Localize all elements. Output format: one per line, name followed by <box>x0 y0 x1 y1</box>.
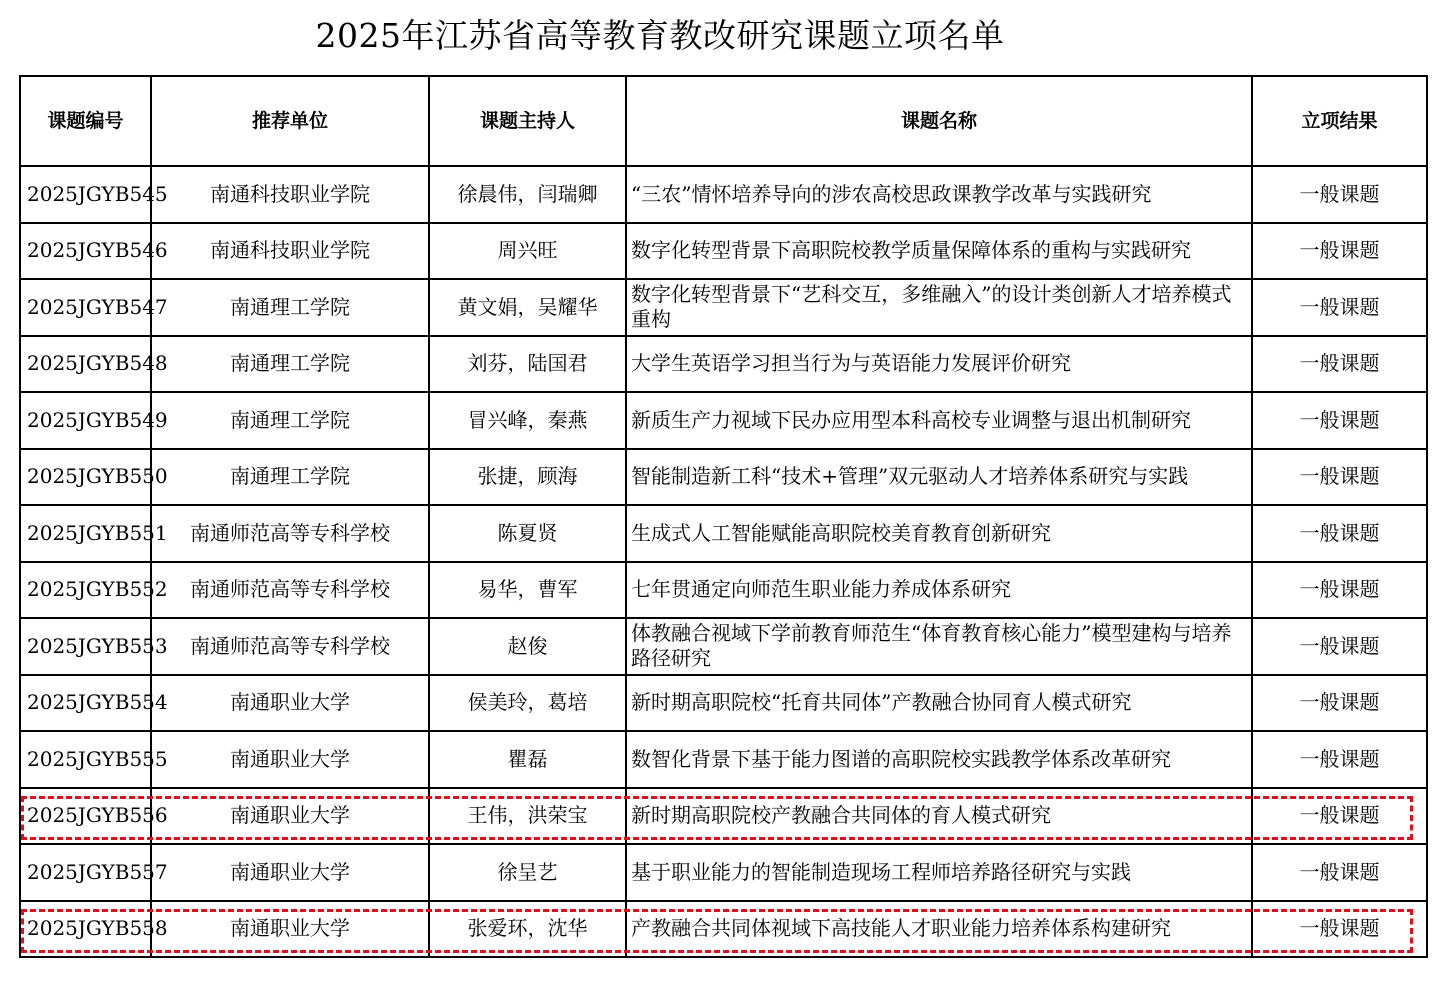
column-header-host: 课题主持人 <box>429 76 626 166</box>
cell-host: 徐晨伟，闫瑞卿 <box>429 166 626 223</box>
cell-code: 2025JGYB555 <box>20 731 151 788</box>
page-title: 2025年江苏省高等教育教改研究课题立项名单 <box>315 16 1005 55</box>
cell-unit: 南通理工学院 <box>151 279 429 336</box>
column-header-result: 立项结果 <box>1252 76 1427 166</box>
cell-unit: 南通科技职业学院 <box>151 223 429 280</box>
cell-unit: 南通理工学院 <box>151 336 429 393</box>
cell-code: 2025JGYB545 <box>20 166 151 223</box>
cell-unit: 南通职业大学 <box>151 675 429 732</box>
cell-host: 周兴旺 <box>429 223 626 280</box>
cell-code: 2025JGYB553 <box>20 618 151 675</box>
cell-code: 2025JGYB548 <box>20 336 151 393</box>
table-row <box>20 279 1427 336</box>
table-row <box>20 223 1427 280</box>
cell-code: 2025JGYB557 <box>20 844 151 901</box>
cell-host: 徐呈艺 <box>429 844 626 901</box>
table-row <box>20 336 1427 393</box>
cell-name: 新时期高职院校产教融合共同体的育人模式研究 <box>626 788 1252 845</box>
cell-host: 瞿磊 <box>429 731 626 788</box>
cell-name: 生成式人工智能赋能高职院校美育教育创新研究 <box>626 505 1252 562</box>
cell-result: 一般课题 <box>1252 844 1427 901</box>
table-row <box>20 505 1427 562</box>
cell-unit: 南通科技职业学院 <box>151 166 429 223</box>
table-row <box>20 392 1427 449</box>
cell-name: 产教融合共同体视域下高技能人才职业能力培养体系构建研究 <box>626 901 1252 958</box>
cell-code: 2025JGYB554 <box>20 675 151 732</box>
table-row <box>20 562 1427 619</box>
cell-code: 2025JGYB549 <box>20 392 151 449</box>
cell-host: 刘芬，陆国君 <box>429 336 626 393</box>
cell-unit: 南通职业大学 <box>151 901 429 958</box>
cell-result: 一般课题 <box>1252 223 1427 280</box>
cell-unit: 南通师范高等专科学校 <box>151 562 429 619</box>
cell-name: 新质生产力视域下民办应用型本科高校专业调整与退出机制研究 <box>626 392 1252 449</box>
cell-name: 数字化转型背景下“艺科交互，多维融入”的设计类创新人才培养模式重构 <box>626 279 1252 336</box>
cell-host: 陈夏贤 <box>429 505 626 562</box>
cell-result: 一般课题 <box>1252 279 1427 336</box>
cell-code: 2025JGYB550 <box>20 449 151 506</box>
cell-result: 一般课题 <box>1252 675 1427 732</box>
cell-unit: 南通师范高等专科学校 <box>151 505 429 562</box>
table-row <box>20 788 1427 845</box>
table-row <box>20 901 1427 958</box>
cell-result: 一般课题 <box>1252 166 1427 223</box>
table-row <box>20 449 1427 506</box>
cell-result: 一般课题 <box>1252 392 1427 449</box>
cell-name: 数智化背景下基于能力图谱的高职院校实践教学体系改革研究 <box>626 731 1252 788</box>
cell-host: 黄文娟，吴耀华 <box>429 279 626 336</box>
cell-host: 王伟，洪荣宝 <box>429 788 626 845</box>
cell-host: 张爱环，沈华 <box>429 901 626 958</box>
cell-name: 数字化转型背景下高职院校教学质量保障体系的重构与实践研究 <box>626 223 1252 280</box>
cell-result: 一般课题 <box>1252 901 1427 958</box>
cell-result: 一般课题 <box>1252 449 1427 506</box>
column-header-unit: 推荐单位 <box>151 76 429 166</box>
cell-result: 一般课题 <box>1252 618 1427 675</box>
cell-unit: 南通理工学院 <box>151 392 429 449</box>
column-header-code: 课题编号 <box>20 76 151 166</box>
cell-host: 张捷，顾海 <box>429 449 626 506</box>
cell-result: 一般课题 <box>1252 336 1427 393</box>
cell-name: 体教融合视域下学前教育师范生“体育教育核心能力”模型建构与培养路径研究 <box>626 618 1252 675</box>
project-table <box>19 75 1428 958</box>
cell-name: 七年贯通定向师范生职业能力养成体系研究 <box>626 562 1252 619</box>
cell-unit: 南通职业大学 <box>151 731 429 788</box>
cell-name: 智能制造新工科“技术+管理”双元驱动人才培养体系研究与实践 <box>626 449 1252 506</box>
cell-code: 2025JGYB546 <box>20 223 151 280</box>
table-header-row <box>20 76 1427 166</box>
cell-name: “三农”情怀培养导向的涉农高校思政课教学改革与实践研究 <box>626 166 1252 223</box>
cell-result: 一般课题 <box>1252 788 1427 845</box>
cell-name: 大学生英语学习担当行为与英语能力发展评价研究 <box>626 336 1252 393</box>
cell-code: 2025JGYB547 <box>20 279 151 336</box>
cell-host: 赵俊 <box>429 618 626 675</box>
cell-result: 一般课题 <box>1252 731 1427 788</box>
cell-result: 一般课题 <box>1252 562 1427 619</box>
cell-code: 2025JGYB556 <box>20 788 151 845</box>
cell-code: 2025JGYB552 <box>20 562 151 619</box>
cell-host: 冒兴峰，秦燕 <box>429 392 626 449</box>
table-row <box>20 675 1427 732</box>
cell-code: 2025JGYB551 <box>20 505 151 562</box>
cell-host: 易华，曹军 <box>429 562 626 619</box>
cell-name: 新时期高职院校“托育共同体”产教融合协同育人模式研究 <box>626 675 1252 732</box>
column-header-name: 课题名称 <box>626 76 1252 166</box>
table-row <box>20 731 1427 788</box>
cell-name: 基于职业能力的智能制造现场工程师培养路径研究与实践 <box>626 844 1252 901</box>
table-row <box>20 166 1427 223</box>
cell-result: 一般课题 <box>1252 505 1427 562</box>
cell-unit: 南通职业大学 <box>151 788 429 845</box>
cell-unit: 南通师范高等专科学校 <box>151 618 429 675</box>
table-row <box>20 618 1427 675</box>
cell-unit: 南通理工学院 <box>151 449 429 506</box>
cell-host: 侯美玲，葛培 <box>429 675 626 732</box>
cell-code: 2025JGYB558 <box>20 901 151 958</box>
table-row <box>20 844 1427 901</box>
cell-unit: 南通职业大学 <box>151 844 429 901</box>
